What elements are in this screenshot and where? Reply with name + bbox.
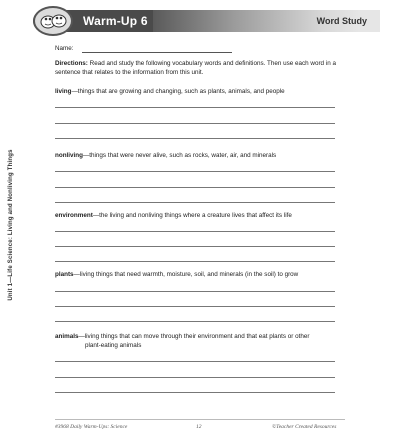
term-block-plants — [55, 271, 340, 280]
term-definition: —living things that need warmth, moisture, soil, and minerals (in the soil) to grow — [73, 271, 299, 278]
term-word: environment — [55, 212, 93, 219]
directions — [55, 60, 337, 77]
term-word: living — [55, 88, 72, 95]
writing-line[interactable] — [55, 306, 335, 307]
term-block-environment — [55, 212, 340, 221]
directions-text: Read and study the following vocabulary words and definitions. Then use each word in a sentence that relates to the information from this unit. — [55, 60, 336, 76]
writing-line[interactable] — [55, 321, 335, 322]
term-word: animals — [55, 333, 79, 340]
footer-publisher: ©Teacher Created Resources — [272, 424, 337, 430]
term-block-nonliving — [55, 152, 340, 161]
writing-line[interactable] — [55, 392, 335, 393]
writing-line[interactable] — [55, 107, 335, 108]
writing-line[interactable] — [55, 187, 335, 188]
term-definition-continuation: plant-eating animals — [85, 341, 142, 349]
writing-line[interactable] — [55, 246, 335, 247]
term-definition: —the living and nonliving things where a creature lives that affect its life — [92, 212, 292, 219]
writing-line[interactable] — [55, 138, 335, 139]
frogs-logo-icon — [33, 6, 73, 36]
writing-line[interactable] — [55, 123, 335, 124]
unit-label: Unit 1—Life Science: Living and Nonliving Things — [8, 149, 14, 301]
term-word: plants — [55, 271, 74, 278]
term-definition: —things that are growing and changing, such as plants, animals, and people — [71, 88, 285, 95]
name-field[interactable] — [82, 52, 232, 53]
writing-line[interactable] — [55, 202, 335, 203]
writing-line[interactable] — [55, 291, 335, 292]
footer-page-number: 12 — [196, 424, 202, 430]
writing-line[interactable] — [55, 377, 335, 378]
writing-line[interactable] — [55, 231, 335, 232]
term-word: nonliving — [55, 152, 83, 159]
footer-divider — [55, 419, 345, 420]
term-block-living — [55, 88, 340, 97]
writing-line[interactable] — [55, 171, 335, 172]
term-block-animals — [55, 333, 340, 350]
subject-label: Word Study — [316, 16, 367, 26]
writing-line[interactable] — [55, 261, 335, 262]
page-title: Warm-Up 6 — [83, 14, 148, 28]
term-definition: —living things that can move through their environment and that eat plants or other — [78, 333, 310, 340]
term-definition: —things that were never alive, such as rocks, water, air, and minerals — [82, 152, 277, 159]
footer-book: #3968 Daily Warm-Ups: Science — [55, 424, 128, 430]
unit-sidebar — [3, 120, 19, 330]
name-label: Name: — [55, 45, 74, 52]
writing-line[interactable] — [55, 361, 335, 362]
directions-label: Directions: — [55, 60, 88, 67]
